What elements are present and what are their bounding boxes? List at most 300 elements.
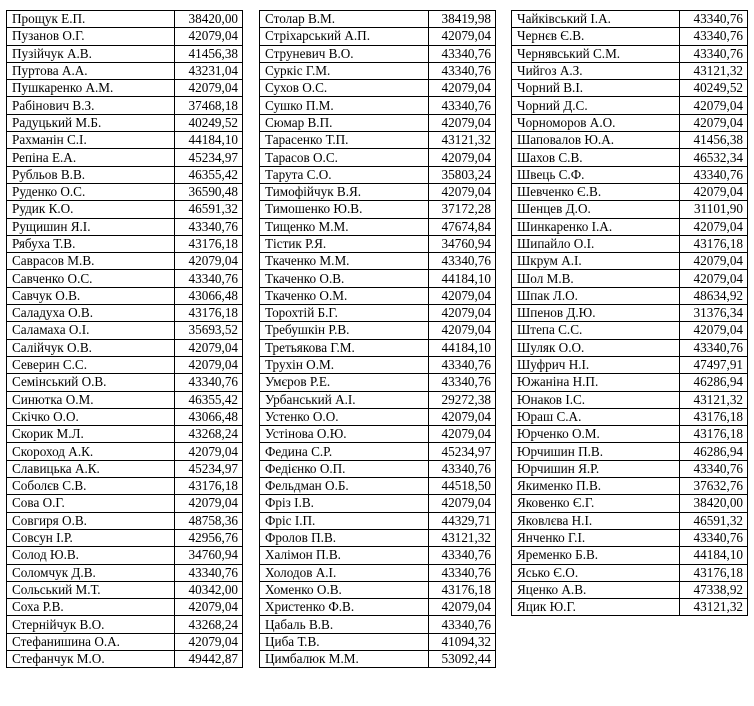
amount-cell: 48758,36 xyxy=(175,512,243,529)
person-name-cell: Стефанишина О.А. xyxy=(7,633,175,650)
amount-cell: 40249,52 xyxy=(175,114,243,131)
table-row xyxy=(260,80,496,97)
table-row xyxy=(7,426,243,443)
table-row xyxy=(7,235,243,252)
person-name-cell: Шахов С.В. xyxy=(512,149,680,166)
person-name-cell: Шкрум А.І. xyxy=(512,253,680,270)
table-row xyxy=(512,426,748,443)
person-name-cell: Стернійчук В.О. xyxy=(7,616,175,633)
table-row xyxy=(260,547,496,564)
person-name-cell: Юраш С.А. xyxy=(512,408,680,425)
table-row xyxy=(260,149,496,166)
person-name-cell: Саврасов М.В. xyxy=(7,253,175,270)
table-row xyxy=(512,114,748,131)
table-row xyxy=(7,11,243,28)
person-name-cell: Юрчишин П.В. xyxy=(512,443,680,460)
amount-cell: 42079,04 xyxy=(175,80,243,97)
person-name-cell: Савченко О.С. xyxy=(7,270,175,287)
person-name-cell: Торохтій Б.Г. xyxy=(260,305,429,322)
person-name-cell: Радуцький М.Б. xyxy=(7,114,175,131)
amount-cell: 43340,76 xyxy=(680,28,748,45)
person-name-cell: Пуртова А.А. xyxy=(7,62,175,79)
amount-cell: 43340,76 xyxy=(429,253,496,270)
table-row xyxy=(260,443,496,460)
amount-cell: 43340,76 xyxy=(429,564,496,581)
amount-cell: 43268,24 xyxy=(175,616,243,633)
table-row xyxy=(7,149,243,166)
amount-cell: 45234,97 xyxy=(175,460,243,477)
person-name-cell: Фріс І.П. xyxy=(260,512,429,529)
amount-cell: 42079,04 xyxy=(680,322,748,339)
person-name-cell: Стефанчук М.О. xyxy=(7,650,175,667)
amount-cell: 43066,48 xyxy=(175,408,243,425)
amount-cell: 43121,32 xyxy=(680,599,748,616)
person-name-cell: Штепа С.С. xyxy=(512,322,680,339)
amount-cell: 42079,04 xyxy=(680,183,748,200)
person-name-cell: Чийгоз А.З. xyxy=(512,62,680,79)
amount-cell: 47497,91 xyxy=(680,356,748,373)
amount-cell: 43340,76 xyxy=(680,339,748,356)
person-name-cell: Чорний Д.С. xyxy=(512,97,680,114)
amount-cell: 44184,10 xyxy=(175,132,243,149)
amount-cell: 42079,04 xyxy=(175,495,243,512)
amount-cell: 34760,94 xyxy=(429,235,496,252)
table-row xyxy=(260,287,496,304)
person-name-cell: Тимошенко Ю.В. xyxy=(260,201,429,218)
amount-cell: 42079,04 xyxy=(429,495,496,512)
person-name-cell: Соболєв С.В. xyxy=(7,478,175,495)
person-name-cell: Чорний В.І. xyxy=(512,80,680,97)
table-row xyxy=(260,460,496,477)
table-row xyxy=(512,149,748,166)
person-name-cell: Стріхарський А.П. xyxy=(260,28,429,45)
amount-cell: 42079,04 xyxy=(429,599,496,616)
person-name-cell: Сухов О.С. xyxy=(260,80,429,97)
amount-cell: 43340,76 xyxy=(429,547,496,564)
table-row xyxy=(512,581,748,598)
person-name-cell: Юрченко О.М. xyxy=(512,426,680,443)
table-row xyxy=(512,218,748,235)
table-row xyxy=(260,599,496,616)
table-row xyxy=(512,183,748,200)
table-row xyxy=(512,547,748,564)
amount-cell: 34760,94 xyxy=(175,547,243,564)
table-row xyxy=(7,322,243,339)
amount-cell: 40342,00 xyxy=(175,581,243,598)
person-name-cell: Чернєв Є.В. xyxy=(512,28,680,45)
table-row xyxy=(260,650,496,667)
amount-cell: 43340,76 xyxy=(429,616,496,633)
table-row xyxy=(7,114,243,131)
table-row xyxy=(512,62,748,79)
amount-cell: 42079,04 xyxy=(680,114,748,131)
amount-cell: 42079,04 xyxy=(175,633,243,650)
person-name-cell: Пузанов О.Г. xyxy=(7,28,175,45)
person-name-cell: Рахманін С.І. xyxy=(7,132,175,149)
person-name-cell: Сольський М.Т. xyxy=(7,581,175,598)
table-row xyxy=(260,529,496,546)
table-row xyxy=(260,201,496,218)
table-row xyxy=(260,114,496,131)
person-name-cell: Репіна Е.А. xyxy=(7,149,175,166)
amount-cell: 37632,76 xyxy=(680,478,748,495)
amount-cell: 42079,04 xyxy=(680,253,748,270)
amount-cell: 42079,04 xyxy=(680,97,748,114)
person-name-cell: Фріз І.В. xyxy=(260,495,429,512)
person-name-cell: Чайківський І.А. xyxy=(512,11,680,28)
person-name-cell: Умєров Р.Е. xyxy=(260,374,429,391)
person-name-cell: Яценко А.В. xyxy=(512,581,680,598)
person-name-cell: Саладуха О.В. xyxy=(7,305,175,322)
person-name-cell: Устінова О.Ю. xyxy=(260,426,429,443)
amount-cell: 45234,97 xyxy=(175,149,243,166)
amount-cell: 43340,76 xyxy=(429,356,496,373)
person-name-cell: Яковлєва Н.І. xyxy=(512,512,680,529)
amount-cell: 41456,38 xyxy=(175,45,243,62)
table-row xyxy=(512,478,748,495)
person-name-cell: Тарасов О.С. xyxy=(260,149,429,166)
amount-cell: 43340,76 xyxy=(680,11,748,28)
amount-cell: 46355,42 xyxy=(175,166,243,183)
amount-cell: 43340,76 xyxy=(680,529,748,546)
person-name-cell: Шуляк О.О. xyxy=(512,339,680,356)
table-row xyxy=(7,460,243,477)
person-name-cell: Федієнко О.П. xyxy=(260,460,429,477)
table-row xyxy=(260,356,496,373)
person-name-cell: Тарасенко Т.П. xyxy=(260,132,429,149)
person-name-cell: Устенко О.О. xyxy=(260,408,429,425)
person-name-cell: Соломчук Д.В. xyxy=(7,564,175,581)
amount-cell: 44184,10 xyxy=(429,270,496,287)
amount-cell: 41456,38 xyxy=(680,132,748,149)
person-name-cell: Шол М.В. xyxy=(512,270,680,287)
person-name-cell: Яковенко Є.Г. xyxy=(512,495,680,512)
amount-cell: 43121,32 xyxy=(680,62,748,79)
table-row xyxy=(7,132,243,149)
person-name-cell: Соха Р.В. xyxy=(7,599,175,616)
table-row xyxy=(260,495,496,512)
person-name-cell: Шаповалов Ю.А. xyxy=(512,132,680,149)
person-name-cell: Шипайло О.І. xyxy=(512,235,680,252)
person-name-cell: Руденко О.С. xyxy=(7,183,175,200)
amount-cell: 42079,04 xyxy=(680,218,748,235)
table-row xyxy=(512,374,748,391)
amount-cell: 46532,34 xyxy=(680,149,748,166)
table-row xyxy=(260,45,496,62)
table-row xyxy=(512,599,748,616)
person-name-cell: Янченко Г.І. xyxy=(512,529,680,546)
person-name-cell: Цимбалюк М.М. xyxy=(260,650,429,667)
amount-cell: 45234,97 xyxy=(429,443,496,460)
table-row xyxy=(7,547,243,564)
person-name-cell: Шевченко Є.В. xyxy=(512,183,680,200)
amount-cell: 43176,18 xyxy=(680,426,748,443)
person-name-cell: Христенко Ф.В. xyxy=(260,599,429,616)
person-name-cell: Цабаль В.В. xyxy=(260,616,429,633)
amount-cell: 44329,71 xyxy=(429,512,496,529)
person-name-cell: Шинкаренко І.А. xyxy=(512,218,680,235)
table-row xyxy=(7,478,243,495)
table-row xyxy=(512,529,748,546)
table-row xyxy=(512,11,748,28)
table-row xyxy=(7,253,243,270)
amount-cell: 42079,04 xyxy=(429,149,496,166)
amount-cell: 49442,87 xyxy=(175,650,243,667)
person-name-cell: Шуфрич Н.І. xyxy=(512,356,680,373)
amount-cell: 48634,92 xyxy=(680,287,748,304)
table-row xyxy=(7,374,243,391)
amount-cell: 42079,04 xyxy=(680,270,748,287)
person-name-cell: Пушкаренко А.М. xyxy=(7,80,175,97)
table-row xyxy=(512,80,748,97)
amount-cell: 31376,34 xyxy=(680,305,748,322)
person-name-cell: Швець С.Ф. xyxy=(512,166,680,183)
table-row xyxy=(7,356,243,373)
table-row xyxy=(512,512,748,529)
person-name-cell: Чорноморов А.О. xyxy=(512,114,680,131)
amount-cell: 46591,32 xyxy=(680,512,748,529)
table-row xyxy=(260,235,496,252)
amount-cell: 42079,04 xyxy=(429,287,496,304)
table-row xyxy=(512,201,748,218)
person-name-cell: Столар В.М. xyxy=(260,11,429,28)
person-name-cell: Совгиря О.В. xyxy=(7,512,175,529)
amount-cell: 40249,52 xyxy=(680,80,748,97)
amount-cell: 38420,00 xyxy=(175,11,243,28)
amount-cell: 43176,18 xyxy=(680,564,748,581)
person-name-cell: Тимофійчук В.Я. xyxy=(260,183,429,200)
table-row xyxy=(7,166,243,183)
table-row xyxy=(7,201,243,218)
amount-cell: 43340,76 xyxy=(175,218,243,235)
person-name-cell: Скорик М.Л. xyxy=(7,426,175,443)
amount-cell: 42079,04 xyxy=(429,322,496,339)
amount-cell: 46591,32 xyxy=(175,201,243,218)
table-row xyxy=(7,80,243,97)
table-row xyxy=(512,408,748,425)
amount-cell: 43176,18 xyxy=(175,478,243,495)
person-name-cell: Фельдман О.Б. xyxy=(260,478,429,495)
table-row xyxy=(512,270,748,287)
person-name-cell: Юнаков І.С. xyxy=(512,391,680,408)
person-name-cell: Третьякова Г.М. xyxy=(260,339,429,356)
person-name-cell: Солод Ю.В. xyxy=(7,547,175,564)
person-name-cell: Тістик Р.Я. xyxy=(260,235,429,252)
amount-cell: 44184,10 xyxy=(429,339,496,356)
table-row xyxy=(260,391,496,408)
amount-cell: 37172,28 xyxy=(429,201,496,218)
table-row xyxy=(260,218,496,235)
person-name-cell: Яцик Ю.Г. xyxy=(512,599,680,616)
table-row xyxy=(512,391,748,408)
amount-cell: 44184,10 xyxy=(680,547,748,564)
person-name-cell: Халімон П.В. xyxy=(260,547,429,564)
amount-cell: 47338,92 xyxy=(680,581,748,598)
amount-cell: 46286,94 xyxy=(680,374,748,391)
amount-cell: 42079,04 xyxy=(175,28,243,45)
person-name-cell: Ткаченко О.М. xyxy=(260,287,429,304)
person-name-cell: Рубльов В.В. xyxy=(7,166,175,183)
person-name-cell: Прощук Е.П. xyxy=(7,11,175,28)
table-row xyxy=(7,495,243,512)
amount-cell: 42079,04 xyxy=(429,426,496,443)
table-row xyxy=(260,581,496,598)
amount-cell: 42079,04 xyxy=(175,443,243,460)
table-row xyxy=(7,408,243,425)
table-row xyxy=(260,11,496,28)
amount-cell: 38420,00 xyxy=(680,495,748,512)
amount-cell: 31101,90 xyxy=(680,201,748,218)
table-row xyxy=(7,97,243,114)
table-row xyxy=(512,443,748,460)
amount-cell: 43121,32 xyxy=(680,391,748,408)
amount-cell: 35693,52 xyxy=(175,322,243,339)
amount-cell: 46355,42 xyxy=(175,391,243,408)
table-row xyxy=(260,564,496,581)
amount-cell: 46286,94 xyxy=(680,443,748,460)
person-name-cell: Юрчишин Я.Р. xyxy=(512,460,680,477)
amount-cell: 41094,32 xyxy=(429,633,496,650)
table-row xyxy=(260,322,496,339)
amount-cell: 42079,04 xyxy=(429,305,496,322)
person-name-cell: Якименко П.В. xyxy=(512,478,680,495)
table-row xyxy=(7,339,243,356)
person-name-cell: Требушкін Р.В. xyxy=(260,322,429,339)
person-name-cell: Пузійчук А.В. xyxy=(7,45,175,62)
amount-cell: 42079,04 xyxy=(429,183,496,200)
person-name-cell: Рущишин Я.І. xyxy=(7,218,175,235)
amount-cell: 43268,24 xyxy=(175,426,243,443)
amount-cell: 47674,84 xyxy=(429,218,496,235)
table-row xyxy=(260,478,496,495)
table-row xyxy=(7,305,243,322)
table-row xyxy=(260,512,496,529)
amount-cell: 43340,76 xyxy=(680,45,748,62)
person-name-cell: Совсун І.Р. xyxy=(7,529,175,546)
person-name-cell: Тарута С.О. xyxy=(260,166,429,183)
table-row xyxy=(260,132,496,149)
table-row xyxy=(7,564,243,581)
amount-cell: 42079,04 xyxy=(175,253,243,270)
person-name-cell: Тищенко М.М. xyxy=(260,218,429,235)
amount-cell: 43340,76 xyxy=(175,270,243,287)
amount-cell: 42079,04 xyxy=(175,339,243,356)
amount-cell: 43340,76 xyxy=(175,564,243,581)
table-row xyxy=(7,183,243,200)
amount-cell: 37468,18 xyxy=(175,97,243,114)
table-row xyxy=(260,166,496,183)
table-row xyxy=(7,650,243,667)
person-name-cell: Южаніна Н.П. xyxy=(512,374,680,391)
amount-cell: 42079,04 xyxy=(429,114,496,131)
salary-table-column-1 xyxy=(6,10,243,668)
person-name-cell: Рудик К.О. xyxy=(7,201,175,218)
table-row xyxy=(512,356,748,373)
amount-cell: 29272,38 xyxy=(429,391,496,408)
table-row xyxy=(7,28,243,45)
person-name-cell: Северин С.С. xyxy=(7,356,175,373)
amount-cell: 43231,04 xyxy=(175,62,243,79)
amount-cell: 43340,76 xyxy=(429,62,496,79)
table-row xyxy=(512,28,748,45)
table-row xyxy=(260,426,496,443)
amount-cell: 43340,76 xyxy=(680,460,748,477)
table-row xyxy=(7,62,243,79)
table-row xyxy=(260,270,496,287)
amount-cell: 43176,18 xyxy=(680,408,748,425)
amount-cell: 43066,48 xyxy=(175,287,243,304)
table-row xyxy=(7,512,243,529)
amount-cell: 43176,18 xyxy=(429,581,496,598)
table-row xyxy=(7,287,243,304)
table-row xyxy=(512,45,748,62)
amount-cell: 43340,76 xyxy=(429,374,496,391)
table-row xyxy=(7,633,243,650)
table-row xyxy=(260,408,496,425)
salary-table-column-2 xyxy=(259,10,496,668)
person-name-cell: Трухін О.М. xyxy=(260,356,429,373)
amount-cell: 43340,76 xyxy=(680,166,748,183)
table-row xyxy=(260,97,496,114)
table-row xyxy=(512,97,748,114)
table-row xyxy=(512,166,748,183)
amount-cell: 36590,48 xyxy=(175,183,243,200)
table-row xyxy=(260,253,496,270)
person-name-cell: Савчук О.В. xyxy=(7,287,175,304)
person-name-cell: Федина С.Р. xyxy=(260,443,429,460)
person-name-cell: Чернявський С.М. xyxy=(512,45,680,62)
person-name-cell: Семінський О.В. xyxy=(7,374,175,391)
person-name-cell: Ткаченко М.М. xyxy=(260,253,429,270)
person-name-cell: Холодов А.І. xyxy=(260,564,429,581)
amount-cell: 43340,76 xyxy=(429,97,496,114)
table-row xyxy=(512,305,748,322)
table-row xyxy=(7,45,243,62)
table-row xyxy=(260,183,496,200)
person-name-cell: Скороход А.К. xyxy=(7,443,175,460)
amount-cell: 43121,32 xyxy=(429,132,496,149)
person-name-cell: Рябуха Т.В. xyxy=(7,235,175,252)
table-row xyxy=(512,460,748,477)
person-name-cell: Сова О.Г. xyxy=(7,495,175,512)
salary-table-column-3 xyxy=(511,10,748,616)
table-row xyxy=(260,616,496,633)
person-name-cell: Суркіс Г.М. xyxy=(260,62,429,79)
amount-cell: 35803,24 xyxy=(429,166,496,183)
table-row xyxy=(7,218,243,235)
amount-cell: 42079,04 xyxy=(429,28,496,45)
table-row xyxy=(512,235,748,252)
table-row xyxy=(7,270,243,287)
table-row xyxy=(7,443,243,460)
table-row xyxy=(512,287,748,304)
amount-cell: 42079,04 xyxy=(429,80,496,97)
table-row xyxy=(512,495,748,512)
person-name-cell: Урбанський А.І. xyxy=(260,391,429,408)
table-row xyxy=(260,374,496,391)
person-name-cell: Рабінович В.З. xyxy=(7,97,175,114)
table-row xyxy=(260,339,496,356)
table-row xyxy=(260,633,496,650)
amount-cell: 42079,04 xyxy=(429,408,496,425)
person-name-cell: Струневич В.О. xyxy=(260,45,429,62)
table-row xyxy=(7,599,243,616)
table-row xyxy=(512,564,748,581)
person-name-cell: Фролов П.В. xyxy=(260,529,429,546)
amount-cell: 43176,18 xyxy=(175,235,243,252)
person-name-cell: Синютка О.М. xyxy=(7,391,175,408)
person-name-cell: Шпенов Д.Ю. xyxy=(512,305,680,322)
